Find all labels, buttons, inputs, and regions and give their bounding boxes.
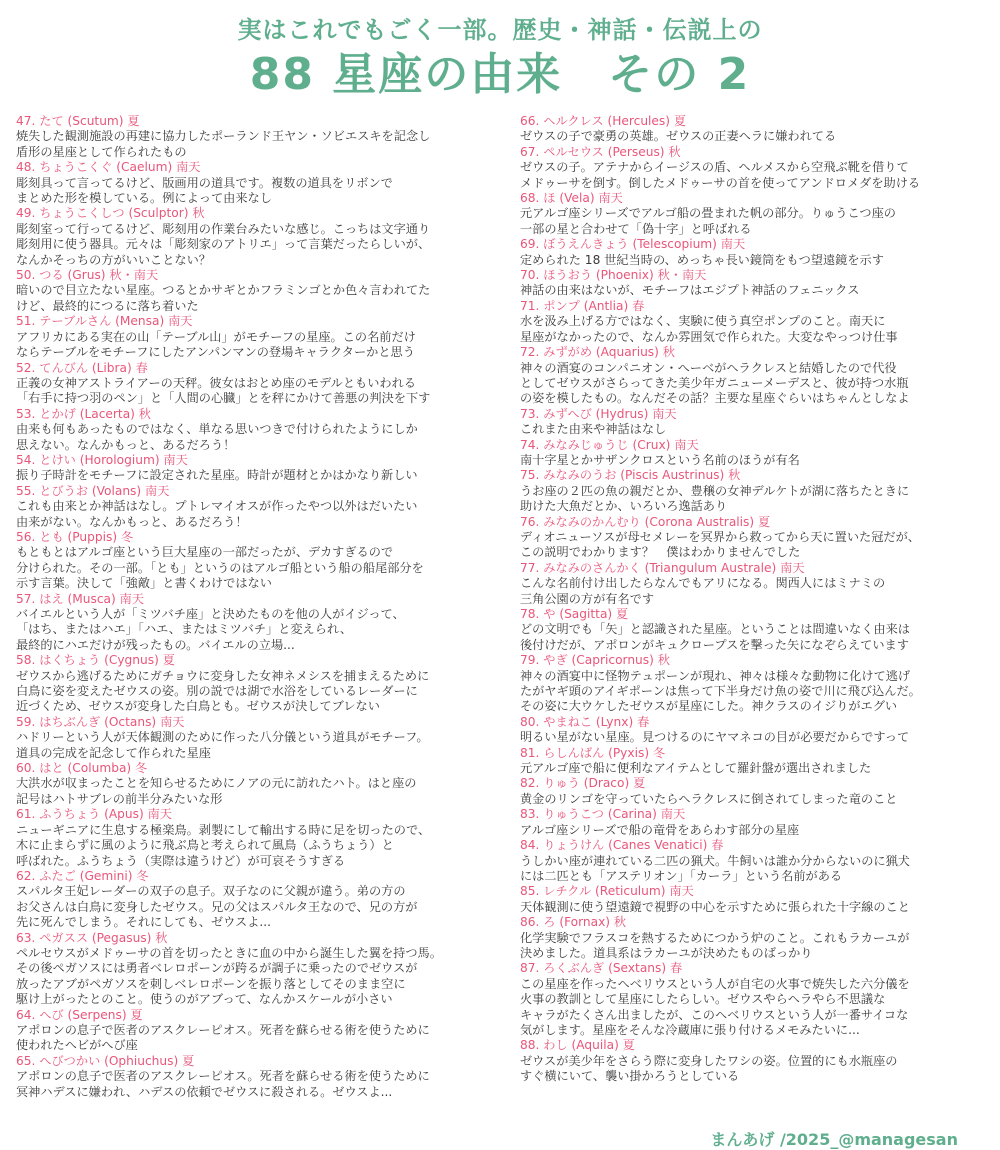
constellation-entry	[16, 314, 506, 360]
entry-heading: 70. ほうおう (Phoenix) 秋・南天	[520, 268, 707, 283]
right-column	[520, 114, 998, 1085]
constellation-entry	[520, 345, 998, 407]
entry-description-line: お父さんは白鳥に変身したゼウス。兄の父はスパルタ王なので、兄の方が	[16, 899, 418, 914]
entry-heading: 73. みずへび (Hydrus) 南天	[520, 406, 677, 421]
entry-heading: 72. みずがめ (Aquarius) 秋	[520, 345, 675, 360]
entry-heading: 59. はちぶんぎ (Octans) 南天	[16, 714, 185, 729]
entry-description-line: その姿に大ウケしたゼウスが星座にした。神クラスのイジりがエグい	[520, 699, 898, 714]
constellation-entry	[16, 761, 506, 807]
entry-heading: 81. らしんばん (Pyxis) 冬	[520, 745, 666, 760]
entry-description-line: 由来も何もあったものではなく、単なる思いつきで付けられたようにしか	[16, 422, 418, 437]
entry-description-line: うしかい座が連れている二匹の猟犬。牛飼いは誰か分からないのに猟犬	[520, 853, 910, 868]
entry-heading: 69. ぼうえんきょう (Telescopium) 南天	[520, 237, 746, 252]
entry-description-line: 駆け上がったとのこと。使うのがアブって、なんかスケールが小さい	[16, 992, 393, 1007]
constellation-entry	[520, 114, 998, 145]
entry-heading: 52. てんびん (Libra) 春	[16, 360, 148, 375]
constellation-entry	[16, 653, 506, 715]
entry-description-line: 暗いので目立たない星座。つるとかサギとかフラミンゴとか色々言われてた	[16, 283, 431, 298]
constellation-entry	[16, 807, 506, 869]
entry-description-line: 後付けだが、アポロンがキュクロープスを撃った矢になぞらえています	[520, 637, 909, 652]
entry-description-line: 三角公園の方が有名です	[520, 591, 655, 606]
entry-heading: 55. とびうお (Volans) 南天	[16, 483, 170, 498]
credit-text: まんあげ /2025_@managesan	[710, 1130, 958, 1149]
constellation-entry	[520, 961, 998, 1038]
entry-description-line: 火事の教訓として星座にしたらしい。ゼウスやらヘラやら不思議な	[520, 992, 886, 1007]
entry-description-line: ハドリーという人が天体観測のために作った八分儀という道具がモチーフ。	[16, 730, 429, 745]
entry-description-line: 近づくため、ゼウスが変身した白鳥とも。ゼウスが決してブレない	[16, 699, 380, 714]
constellation-entry	[16, 592, 506, 654]
entry-description-line: 一部の星と合わせて「偽十字」と呼ばれる	[520, 221, 752, 236]
entry-description-line: ペルセウスがメドゥーサの首を切ったときに血の中から誕生した翼を持つ馬。	[16, 945, 442, 960]
entry-heading: 54. とけい (Horologium) 南天	[16, 452, 188, 467]
entry-description-line: アフリカにある実在の山「テーブル山」がモチーフの星座。この名前だけ	[16, 329, 416, 344]
entry-description-line: 黄金のリンゴを守っていたらヘラクレスに倒されてしまった竜のこと	[520, 791, 898, 806]
entry-description-line: ならテーブルをモチーフにしたアンパンマンの登場キャラクターかと思う	[16, 345, 415, 360]
entry-description-line: 彫刻用に使う器具。元々は「彫刻家のアトリエ」って言葉だったらしいが、	[16, 237, 431, 252]
entry-heading: 80. やまねこ (Lynx) 春	[520, 714, 650, 729]
entry-description-line: バイエルという人が「ミツバチ座」と決めたものを他の人がイジって、	[16, 607, 405, 621]
entry-heading: 63. ペガスス (Pegasus) 秋	[16, 930, 168, 945]
constellation-entry	[520, 653, 998, 715]
entry-heading: 84. りょうけん (Canes Venatici) 春	[520, 838, 724, 853]
constellation-entry	[16, 268, 506, 314]
constellation-entry	[520, 237, 998, 268]
entry-heading: 49. ちょうこくしつ (Sculptor) 秋	[16, 206, 205, 221]
entry-description-line: ゼウスの子で豪勇の英雄。ゼウスの正妻ヘラに嫌われてる	[520, 129, 837, 144]
entry-heading: 57. はえ (Musca) 南天	[16, 591, 145, 606]
entry-description-line: 明るい星がない星座。見つけるのにヤマネコの目が必要だからですって	[520, 730, 910, 745]
constellation-entry	[520, 407, 998, 438]
entry-heading: 71. ポンプ (Antlia) 春	[520, 298, 645, 313]
entry-heading: 86. ろ (Fornax) 秋	[520, 915, 627, 930]
entry-heading: 88. わし (Aquila) 夏	[520, 1038, 635, 1053]
constellation-entry	[16, 1008, 506, 1054]
entry-description-line: 大洪水が収まったことを知らせるためにノアの元に訪れたハト。はと座の	[16, 776, 417, 791]
entry-description-line: 最終的にハエだけが残ったもの。バイエルの立場...	[16, 637, 295, 652]
constellation-entry	[520, 1038, 998, 1084]
entry-heading: 56. とも (Puppis) 冬	[16, 529, 134, 544]
entry-heading: 50. つる (Grus) 秋・南天	[16, 268, 159, 283]
entry-heading: 82. りゅう (Draco) 夏	[520, 776, 646, 791]
constellation-entry	[520, 884, 998, 915]
entry-description-line: 化学実験でフラスコを熱するためにつかう炉のこと。これもラカーユが	[520, 930, 910, 945]
entry-description-line: 神話の由来はないが、モチーフはエジプト神話のフェニックス	[520, 283, 860, 298]
entry-description-line: ニューギニアに生息する極楽鳥。剥製にして輸出する時に足を切ったので、	[16, 822, 431, 837]
entry-description-line: たがヤギ頭のアイギポーンは焦って下半身だけ魚の姿で川に飛び込んだ。	[520, 684, 921, 699]
entry-description-line: 放ったアブがペガソスを刺しベレロポーンを振り落としてそのまま空に	[16, 976, 406, 991]
entry-description-line: 道具の完成を記念して作られた星座	[16, 745, 211, 760]
constellation-entry	[16, 530, 506, 592]
entry-description-line: 星座がなかったので、なんか雰囲気で作られた。大変なやっつけ仕事	[520, 329, 898, 344]
header	[0, 0, 1000, 108]
entry-description-line: キャラがたくさん出ましたが、このヘベリウスという人が一番サイコな	[520, 1007, 909, 1022]
constellation-entry	[16, 160, 506, 206]
entry-description-line: 神々の酒宴中に怪物テュポーンが現れ、神々は様々な動物に化けて逃げ	[520, 668, 911, 683]
entry-description-line: ゼウスが美少年をさらう際に変身したワシの姿。位置的にも水瓶座の	[520, 1053, 898, 1068]
entry-description-line: 木に止まらずに風のように飛ぶ鳥と考えられて風鳥（ふうちょう）と	[16, 838, 394, 853]
constellation-entry	[520, 561, 998, 607]
entry-description-line: 正義の女神アストライアーの天秤。彼女はおとめ座のモデルともいわれる	[16, 375, 416, 390]
entry-description-line: 南十字星とかサザンクロスという名前のほうが有名	[520, 452, 800, 467]
entry-heading: 64. へび (Serpens) 夏	[16, 1007, 143, 1022]
entry-heading: 77. みなみのさんかく (Triangulum Australe) 南天	[520, 560, 805, 575]
entry-heading: 61. ふうちょう (Apus) 南天	[16, 807, 172, 822]
constellation-entry	[520, 776, 998, 807]
constellation-entry	[520, 807, 998, 838]
entry-heading: 51. テーブルさん (Mensa) 南天	[16, 314, 193, 329]
constellation-entry	[520, 145, 998, 191]
entry-description-line: けど、最終的につるに落ち着いた	[16, 298, 199, 313]
constellation-entry	[520, 438, 998, 469]
entry-heading: 79. やぎ (Capricornus) 秋	[520, 653, 670, 668]
constellation-entry	[520, 299, 998, 345]
entry-heading: 66. ヘルクレス (Hercules) 夏	[520, 114, 687, 128]
entry-description-line: なんかそっちの方がいいことない？	[16, 252, 211, 267]
entry-description-line: 「右手に持つ羽のペン」と「人間の心臓」とを秤にかけて善悪の判決を下す	[16, 391, 431, 406]
entry-description-line: どの文明でも「矢」と認識された星座。ということは間違いなく由来は	[520, 622, 910, 637]
constellation-entry	[520, 468, 998, 514]
constellation-entry	[520, 607, 998, 653]
constellation-entry	[16, 453, 506, 484]
entry-description-line: まとめた形を模している。例によって由来なし	[16, 191, 272, 206]
entry-description-line: 決めました。道具系はラカーユが決めたものばっかり	[520, 945, 813, 960]
entry-description-line: 天体観測に使う望遠鏡で視野の中心を示すために張られた十字線のこと	[520, 899, 910, 914]
entry-description-line: スパルタ王妃レーダーの双子の息子。双子なのに父親が違う。弟の方の	[16, 884, 406, 899]
entry-description-line: すぐ横にいて、襲い掛かろうとしている	[520, 1069, 740, 1084]
entry-description-line: この説明でわかります？ 僕はわかりませんでした	[520, 545, 801, 560]
entry-description-line: 振り子時計をモチーフに設定された星座。時計が題材とかはかなり新しい	[16, 468, 418, 483]
entry-heading: 74. みなみじゅうじ (Crux) 南天	[520, 437, 699, 452]
entry-description-line: 冥神ハデスに嫌われ、ハデスの依頼でゼウスに殺される。ゼウスよ...	[16, 1084, 393, 1099]
entry-description-line: 神々の酒宴のコンパニオン・へーベがヘラクレスと結婚したので代役	[520, 360, 897, 375]
entry-description-line: 呼ばれた。ふうちょう（実際は違うけど）が可哀そうすぎる	[16, 853, 346, 868]
constellation-entry	[16, 361, 506, 407]
entry-description-line: 彫刻具って言ってるけど、版画用の道具です。複数の道具をリボンで	[16, 175, 393, 190]
constellation-entry	[16, 114, 506, 160]
constellation-entry	[520, 191, 998, 237]
entry-description-line: これまた由来や神話はなし	[520, 422, 667, 437]
entry-description-line: 記号はハトサブレの前半分みたいな形	[16, 791, 223, 806]
entry-heading: 75. みなみのうお (Piscis Austrinus) 秋	[520, 468, 741, 483]
entry-description-line: もともとはアルゴ座という巨大星座の一部だったが、デカすぎるので	[16, 545, 394, 560]
entry-description-line: アルゴ座シリーズで船の竜骨をあらわす部分の星座	[520, 822, 800, 837]
entry-description-line: メドゥーサを倒す。倒したメドゥーサの首を使ってアンドロメダを助ける	[520, 175, 921, 190]
page-subtitle: 実はこれでもごく一部。歴史・神話・伝説上の	[237, 16, 763, 44]
entry-heading: 85. レチクル (Reticulum) 南天	[520, 884, 694, 899]
entry-description-line: 助けた大魚だとか、いろいろ逸話あり	[520, 499, 728, 514]
constellation-entry	[520, 746, 998, 777]
entry-description-line: この星座を作ったヘベリウスという人が自宅の火事で焼失した六分儀を	[520, 976, 910, 991]
constellation-entry	[520, 268, 998, 299]
constellation-entry	[16, 715, 506, 761]
constellation-entry	[16, 1054, 506, 1100]
constellation-entry	[520, 715, 998, 746]
entry-description-line: 焼失した観測施設の再建に協力したポーランド王ヤン・ソビエスキを記念し	[16, 129, 431, 144]
entry-description-line: 元アルゴ座で船に便利なアイテムとして羅針盤が選出されました	[520, 761, 872, 776]
entry-heading: 83. りゅうこつ (Carina) 南天	[520, 807, 686, 822]
entry-heading: 62. ふたご (Gemini) 冬	[16, 868, 149, 883]
entry-description-line: 元アルゴ座シリーズでアルゴ船の畳まれた帆の部分。りゅうこつ座の	[520, 206, 896, 221]
constellation-entry	[16, 869, 506, 931]
entry-heading: 47. たて (Scutum) 夏	[16, 114, 140, 128]
entry-description-line: には二匹とも「アステリオン」「カーラ」という名前がある	[520, 868, 843, 883]
constellation-entry	[16, 407, 506, 453]
entry-description-line: アポロンの息子で医者のアスクレーピオス。死者を蘇らせる術を使うために	[16, 1069, 430, 1084]
entry-description-line: ディオニューソスが母セメレーを冥界から救ってから天に置いた冠だが、	[520, 529, 920, 544]
entry-description-line: 水を汲み上げる方ではなく、実験に使う真空ポンプのこと。南天に	[520, 314, 886, 329]
entry-description-line: 由来がない。なんかもっと、あるだろう！	[16, 514, 248, 529]
page-title: 88 星座の由来 その 2	[249, 49, 751, 100]
entry-heading: 87. ろくぶんぎ (Sextans) 春	[520, 961, 683, 976]
entry-description-line: その後ペガソスには勇者ベレロポーンが跨るが調子に乗ったのでゼウスが	[16, 961, 418, 976]
entry-heading: 58. はくちょう (Cygnus) 夏	[16, 653, 175, 668]
entry-description-line: 白鳥に姿を変えたゼウスの姿。別の説では湖で水浴をしているレーダーに	[16, 684, 418, 699]
entry-description-line: ゼウスから逃げるためにガチョウに変身した女神ネメシスを捕まえるために	[16, 668, 430, 683]
entry-heading: 60. はと (Columba) 冬	[16, 761, 148, 776]
constellation-entry	[16, 206, 506, 268]
constellation-entry	[520, 915, 998, 961]
constellation-entry	[16, 931, 506, 1008]
entry-description-line: こんな名前付け出したらなんでもアリになる。関西人にはミナミの	[520, 576, 886, 591]
entry-heading: 67. ペルセウス (Perseus) 秋	[520, 144, 681, 159]
entry-description-line: 思えない。なんかもっと、あるだろう！	[16, 437, 236, 452]
entry-heading: 65. へびつかい (Ophiuchus) 夏	[16, 1053, 195, 1068]
entry-description-line: 盾形の星座として作られたもの	[16, 144, 187, 159]
entry-heading: 76. みなみのかんむり (Corona Australis) 夏	[520, 514, 771, 529]
entry-description-line: 先に死んでしまう。それにしても、ゼウスよ...	[16, 915, 272, 930]
entry-description-line: 使われたヘビがへび座	[16, 1038, 138, 1053]
entry-description-line: アポロンの息子で医者のアスクレーピオス。死者を蘇らせる術を使うために	[16, 1022, 430, 1037]
entry-description-line: うお座の２匹の魚の親だとか、豊穣の女神デルケトが湖に落ちたときに	[520, 483, 910, 498]
constellation-entry	[520, 515, 998, 561]
entry-heading: 48. ちょうこくぐ (Caelum) 南天	[16, 160, 201, 175]
constellation-entry	[520, 838, 998, 884]
entry-description-line: 分けられた。その一部。「とも」というのはアルゴ船という船の船尾部分を	[16, 560, 424, 575]
entry-description-line: これも由来とか神話はなし。プトレマイオスが作ったやつ以外はだいたい	[16, 499, 418, 514]
entry-description-line: としてゼウスがさらってきた美少年ガニューメーデスと、彼が持つ水瓶	[520, 375, 909, 390]
entry-description-line: 定められた 18 世紀当時の、めっちゃ長い鏡筒をもつ望遠鏡を示す	[520, 252, 884, 267]
entry-description-line: 示す言葉。決して「強敵」と書くわけではない	[16, 576, 272, 591]
entry-heading: 53. とかげ (Lacerta) 秋	[16, 406, 151, 421]
entry-description-line: 気がします。星座をそんな冷蔵庫に張り付けるメモみたいに...	[520, 1022, 860, 1037]
entry-description-line: 「はち、またはハエ」「ハエ、またはミツバチ」と変えられ、	[16, 622, 353, 637]
entry-description-line: 彫刻室って行ってるけど、彫刻用の作業台みたいな感じ。こっちは文字通り	[16, 221, 431, 236]
entry-description-line: ゼウスの子。アテナからイージスの盾、ヘルメスから空飛ぶ靴を借りて	[520, 160, 909, 175]
left-column	[16, 114, 506, 1100]
entry-description-line: の姿を模したもの。なんだその話？主要な星座ぐらいはちゃんとしなよ	[520, 391, 910, 406]
entry-heading: 78. や (Sagitta) 夏	[520, 607, 629, 621]
constellation-entry	[16, 484, 506, 530]
entry-heading: 68. ほ (Vela) 南天	[520, 191, 623, 206]
